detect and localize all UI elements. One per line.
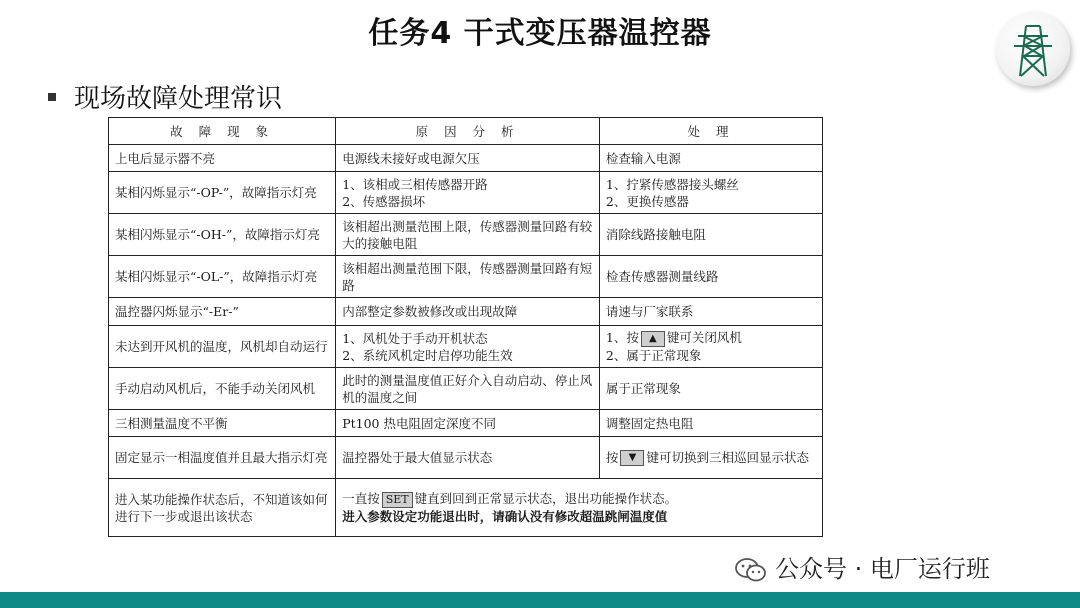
action-text: 1、按: [605, 330, 639, 346]
cause-cell: 内部整定参数被修改或出现故障: [336, 298, 600, 326]
cause-cell: 该相超出测量范围下限，传感器测量回路有短路: [336, 256, 600, 298]
wechat-icon: [735, 557, 767, 583]
table-row: [109, 368, 823, 410]
watermark-text: 公众号 · 电厂运行班: [775, 555, 990, 583]
action-cell: 请速与厂家联系: [599, 298, 822, 326]
cause-cell-merged: [336, 479, 823, 537]
cause-cell: 电源线未接好或电源欠压: [336, 145, 600, 172]
cause-text: 键直到回到正常显示状态，退出功能操作状态。: [414, 491, 678, 506]
fault-cell: 未达到开风机的温度，风机却自动运行: [109, 326, 336, 368]
cause-text: 一直按: [342, 491, 380, 506]
table-row: [109, 145, 823, 172]
watermark: [735, 549, 990, 584]
bullet-icon: [48, 93, 56, 101]
down-arrow-key-icon: ▼: [620, 450, 644, 466]
fault-cell: 某相闪烁显示“-OL-”，故障指示灯亮: [109, 256, 336, 298]
section-heading: [48, 78, 282, 115]
header-fault: 故 障 现 象: [109, 118, 336, 145]
fault-cell: 手动启动风机后，不能手动关闭风机: [109, 368, 336, 410]
power-tower-logo: [996, 12, 1070, 86]
cause-cell: 该相超出测量范围上限，传感器测量回路有较大的接触电阻: [336, 214, 600, 256]
fault-table: [108, 117, 823, 537]
table-row: [109, 479, 823, 537]
action-text: 键可切换到三相巡回显示状态: [646, 449, 809, 465]
fault-cell: 进入某功能操作状态后，不知道该如何进行下一步或退出该状态: [109, 479, 336, 537]
table-header-row: [109, 118, 823, 145]
slide-title: 任务4 干式变压器温控器: [368, 16, 712, 51]
action-cell: 1、拧紧传感器接头螺丝 2、更换传感器: [599, 172, 822, 214]
action-cell: 调整固定热电阻: [599, 410, 822, 437]
table-row: [109, 326, 823, 368]
fault-cell: 温控器闪烁显示“-Er-”: [109, 298, 336, 326]
action-text: 2、属于正常现象: [605, 347, 702, 363]
header-action: 处 理: [599, 118, 822, 145]
table-row: [109, 410, 823, 437]
cause-cell: 1、风机处于手动开机状态 2、系统风机定时启停功能生效: [336, 326, 600, 368]
cause-cell: 此时的测量温度值正好介入自动启动、停止风机的温度之间: [336, 368, 600, 410]
cause-warning: 进入参数设定功能退出时，请确认没有修改超温跳闸温度值: [342, 509, 668, 524]
footer-bar: [0, 592, 1080, 608]
header-cause: 原 因 分 析: [336, 118, 600, 145]
action-text: 按: [605, 449, 619, 465]
section-heading-text: 现场故障处理常识: [74, 84, 283, 114]
cause-cell: Pt100 热电阻固定深度不同: [336, 410, 600, 437]
up-arrow-key-icon: ▲: [641, 331, 665, 347]
action-cell: 检查输入电源: [599, 145, 822, 172]
table-row: [109, 256, 823, 298]
cause-cell: 温控器处于最大值显示状态: [336, 437, 600, 479]
table-row: [109, 298, 823, 326]
fault-cell: 上电后显示器不亮: [109, 145, 336, 172]
fault-cell: 某相闪烁显示“-OH-”，故障指示灯亮: [109, 214, 336, 256]
action-cell: 属于正常现象: [599, 368, 822, 410]
set-key-icon: SET: [382, 492, 413, 508]
action-cell: [599, 437, 822, 479]
action-text: 键可关闭风机: [666, 330, 742, 346]
action-cell: [599, 326, 822, 368]
table-row: [109, 437, 823, 479]
fault-cell: 三相测量温度不平衡: [109, 410, 336, 437]
table-row: [109, 214, 823, 256]
action-cell: 消除线路接触电阻: [599, 214, 822, 256]
cause-cell: 1、该相或三相传感器开路 2、传感器损坏: [336, 172, 600, 214]
fault-cell: 固定显示一相温度值并且最大指示灯亮: [109, 437, 336, 479]
power-tower-icon: [996, 12, 1070, 86]
fault-cell: 某相闪烁显示“-OP-”，故障指示灯亮: [109, 172, 336, 214]
action-cell: 检查传感器测量线路: [599, 256, 822, 298]
table-row: [109, 172, 823, 214]
